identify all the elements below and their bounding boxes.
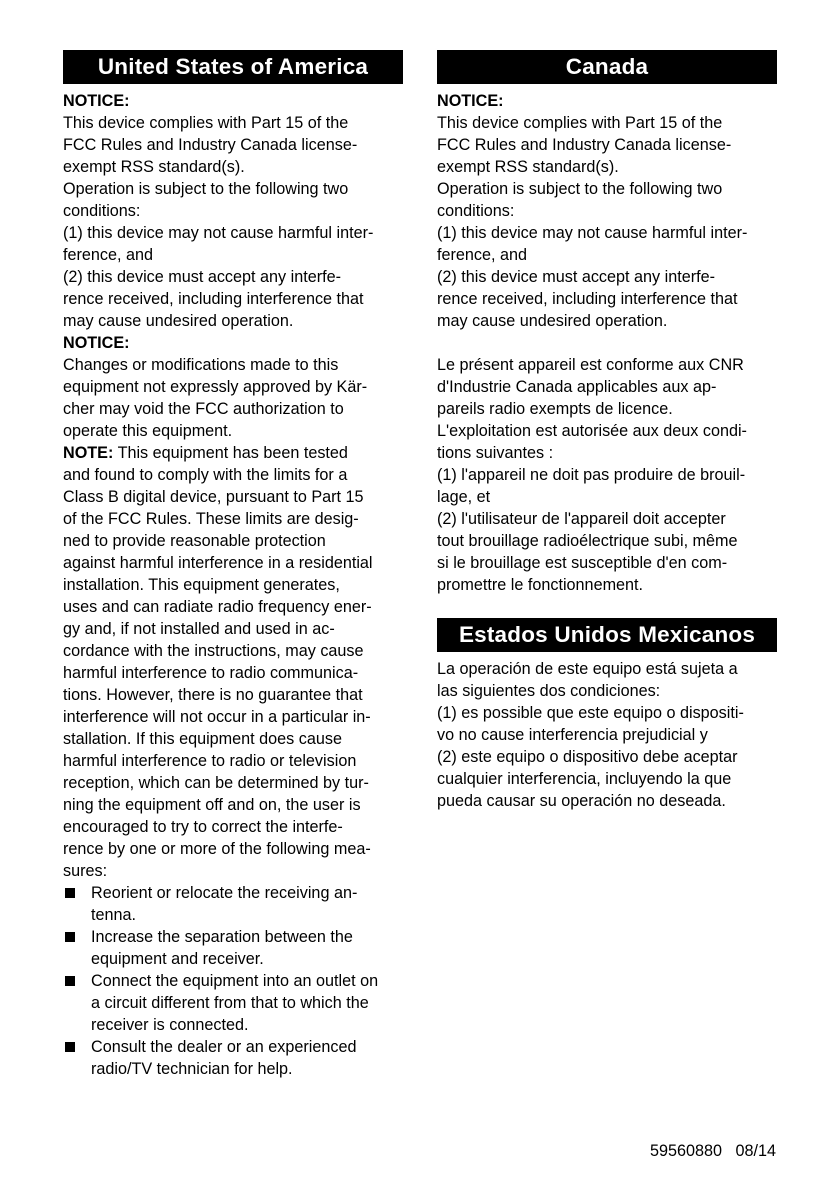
doc-number: 59560880	[649, 1142, 722, 1160]
square-bullet-icon	[65, 976, 75, 986]
usa-note-paragraph	[63, 442, 403, 882]
usa-notice2-text: Changes or modifications made to this equipment not expressly approved by Kär- cher may void the FCC authorization to operate this equipment.	[63, 356, 368, 440]
measure-text: Consult the dealer or an experienced radio/TV technician for help.	[91, 1038, 357, 1078]
usa-notice1-text: This device complies with Part 15 of the FCC Rules and Industry Canada license- exempt RSS standard(s). Operation is subject to the following two conditions: (1) this device may not cause harmful inter- ference, and (2) this device must accept any interfe- rence received, including interference that may cause undesired operation.	[63, 114, 374, 330]
usa-column	[63, 50, 403, 1080]
list-item	[63, 882, 403, 926]
doc-date: 08/14	[735, 1142, 776, 1160]
canada-heading: Canada	[437, 50, 777, 84]
page-footer	[650, 1140, 776, 1162]
paragraph-spacer	[437, 332, 777, 354]
mexico-heading: Estados Unidos Mexicanos	[437, 618, 777, 652]
usa-heading: United States of America	[63, 50, 403, 84]
canada-mexico-column	[437, 50, 777, 812]
list-item	[63, 970, 403, 1036]
measure-text: Connect the equipment into an outlet on a circuit different from that to which the receiver is connected.	[91, 972, 379, 1034]
canada-notice-text: This device complies with Part 15 of the FCC Rules and Industry Canada license- exempt RSS standard(s). Operation is subject to the following two conditions: (1) this device may not cause harmful inter- ference, and (2) this device must accept any interfe- rence received, including interference that may cause undesired operation.	[437, 114, 748, 330]
square-bullet-icon	[65, 932, 75, 942]
square-bullet-icon	[65, 1042, 75, 1052]
measure-text: Increase the separation between the equipment and receiver.	[91, 928, 353, 968]
usa-notice1-label: NOTICE:	[63, 92, 130, 110]
usa-note-text: This equipment has been tested and found to comply with the limits for a Class B digital device, pursuant to Part 15 of the FCC Rules. These limits are desig- ned to provide reasonable protection against harmful interference in a residential installation. This equipment generates, uses and can radiate radio frequency ener- gy and, if not installed and used in ac- cordance with the instructions, may cause harmful interference to radio communica- tions. However, there is no guarantee that interference will not occur in a particular in- stallation. If this equipment does cause harmful interference to radio or television reception, which can be determined by tur- ning the equipment off and on, the user is encouraged to try to correct the interfe- rence by one or more of the following mea- sures:	[63, 444, 373, 880]
measure-text: Reorient or relocate the receiving an- tenna.	[91, 884, 358, 924]
canada-french-text: Le présent appareil est conforme aux CNR d'Industrie Canada applicables aux ap- pareils radio exempts de licence. L'exploitation est autorisée aux deux condi- tions suivantes : (1) l'appareil ne doit pas produire de brouil- lage, et (2) l'utilisateur de l'appareil doit accepter tout brouillage radioélectrique subi, même si le brouillage est susceptible d'en com- promettre le fonctionnement.	[437, 356, 747, 594]
list-item	[63, 926, 403, 970]
square-bullet-icon	[65, 888, 75, 898]
usa-note-label: NOTE:	[63, 444, 114, 462]
canada-notice-label: NOTICE:	[437, 92, 504, 110]
mexico-text: La operación de este equipo está sujeta a las siguientes dos condiciones: (1) es possible que este equipo o dispositi- vo no cause interferencia prejudicial y (2) este equipo o dispositivo debe aceptar cualquier interferencia, incluyendo la que pueda causar su operación no deseada.	[437, 660, 744, 810]
list-item	[63, 1036, 403, 1080]
usa-notice2-label: NOTICE:	[63, 334, 130, 352]
usa-measures-list	[63, 882, 403, 1080]
